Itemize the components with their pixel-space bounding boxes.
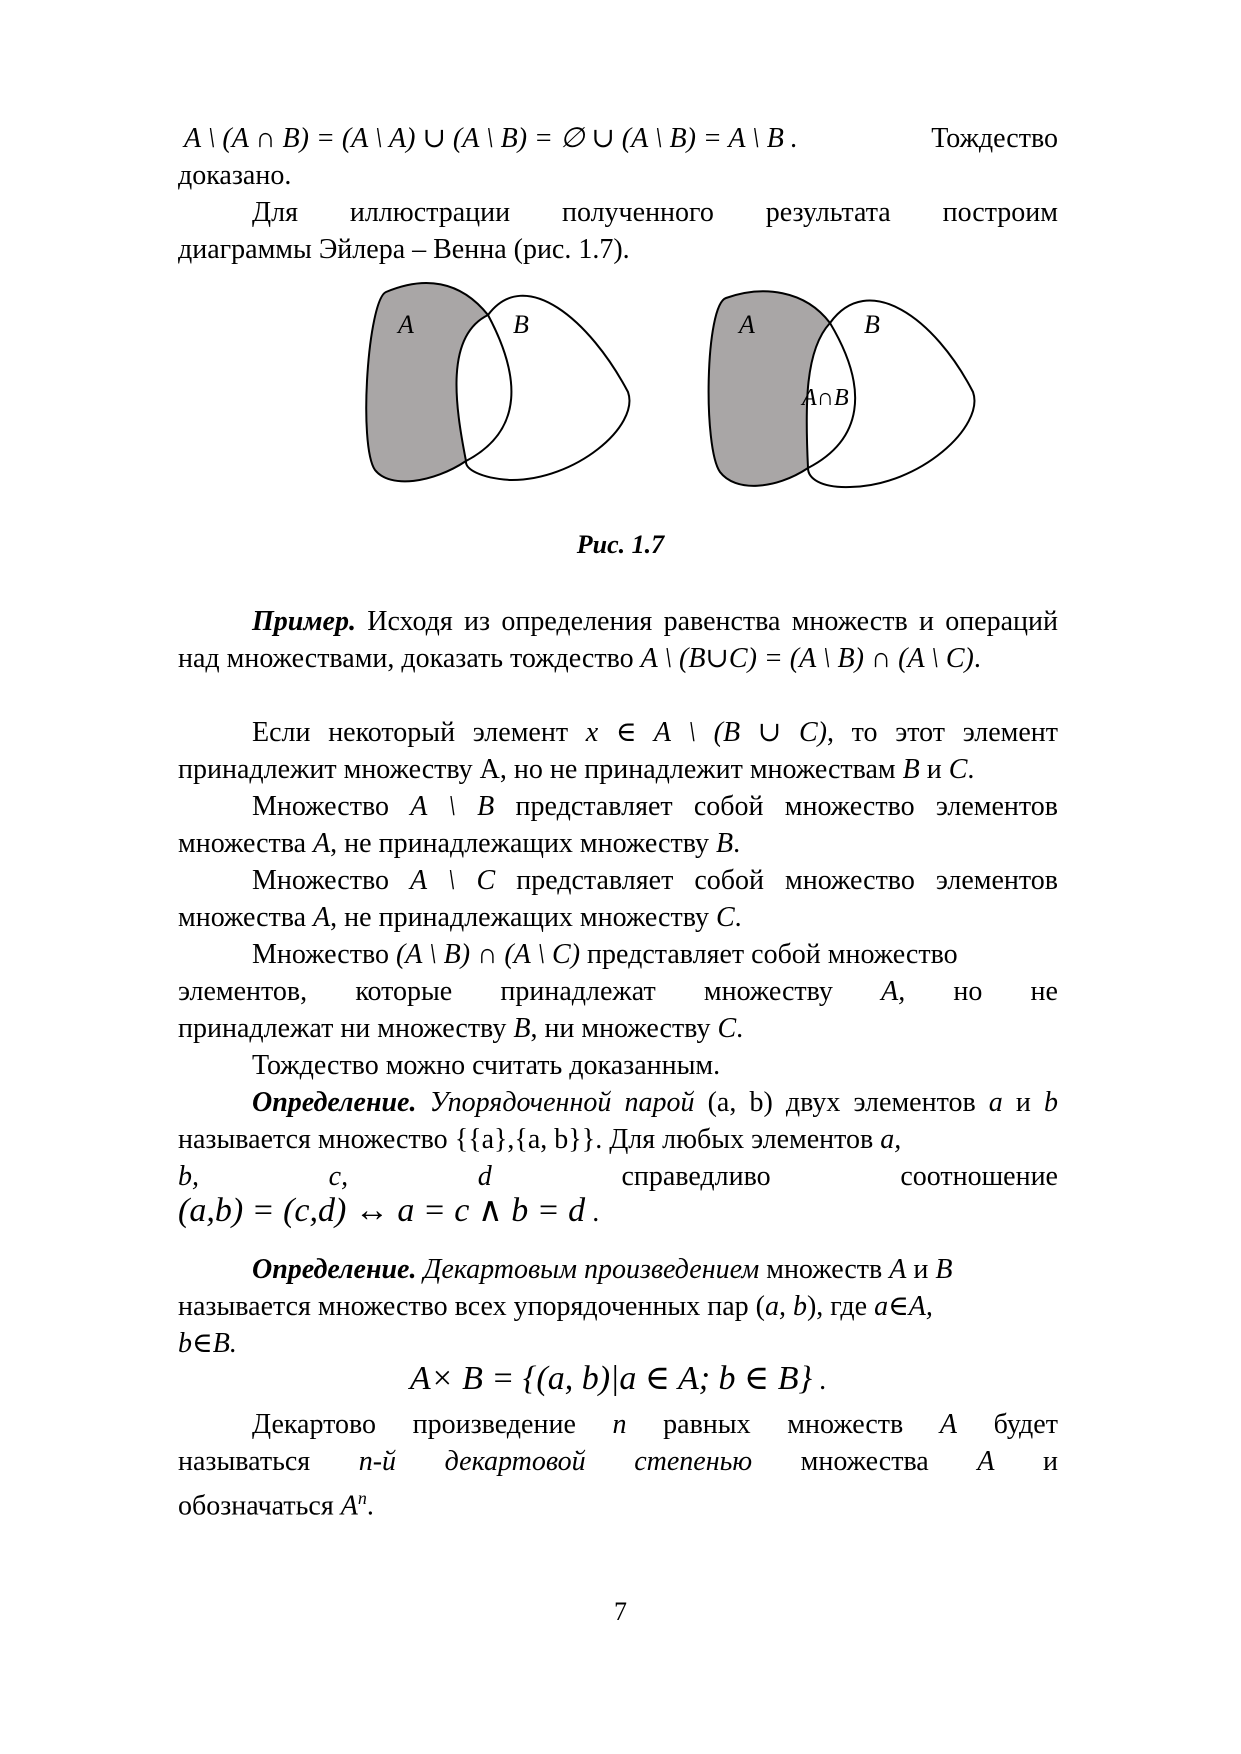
def1-word: соотношение bbox=[900, 1161, 1058, 1192]
p6-word: A bbox=[939, 1409, 957, 1440]
definition-2-line-3 bbox=[178, 1325, 1058, 1362]
definition-2-line-1 bbox=[252, 1251, 1132, 1288]
p6-word: декартовой bbox=[444, 1446, 586, 1477]
def2-b: B bbox=[935, 1254, 953, 1285]
p6-word: равных bbox=[663, 1409, 751, 1440]
p3-end: . bbox=[734, 902, 742, 933]
p6-end: . bbox=[366, 1490, 374, 1522]
p6-word: n-й bbox=[358, 1446, 397, 1477]
definition-1 bbox=[178, 1084, 1058, 1158]
def1-text-d: . Для любых элементов bbox=[595, 1124, 881, 1155]
identity-word: Тождество bbox=[931, 123, 1058, 154]
venn-figure bbox=[0, 0, 1241, 520]
def1-formula: (a,b) = (c,d) ↔ a = c ∧ b = d bbox=[178, 1192, 586, 1229]
definition-1-line-3 bbox=[178, 1158, 1058, 1195]
p4-word: A, bbox=[881, 976, 906, 1007]
p2-text-b: представляет собой множество элементов множества bbox=[178, 791, 1058, 859]
definition-2-line-2 bbox=[178, 1288, 1058, 1325]
venn-left-label-b: B bbox=[513, 310, 529, 339]
def1-word: c, bbox=[328, 1161, 349, 1192]
p2-b: B bbox=[715, 828, 734, 859]
p6-word: n bbox=[612, 1409, 627, 1440]
def1-text-c: называется множество bbox=[178, 1124, 455, 1155]
def2-and: и bbox=[906, 1254, 936, 1285]
def1-term: Упорядоченной парой bbox=[416, 1087, 695, 1118]
p1-formula: x ∈ A \ (B ∪ C) bbox=[585, 717, 827, 748]
p4-b: B bbox=[513, 1013, 531, 1044]
p3-text-a: Множество bbox=[252, 865, 411, 896]
venn-right bbox=[709, 291, 975, 487]
p4-word: которые bbox=[355, 976, 453, 1007]
p6-power-exponent: n bbox=[357, 1488, 367, 1508]
def1-a: a bbox=[988, 1087, 1003, 1118]
def1-text-a: двух элементов bbox=[772, 1087, 989, 1118]
def2-term: Декартовым произведением bbox=[416, 1254, 760, 1285]
example-paragraph bbox=[178, 603, 1058, 677]
p4-line3-b: , ни множеству bbox=[530, 1013, 718, 1044]
def1-pair: (a, b) bbox=[694, 1087, 773, 1118]
p2-text-a: Множество bbox=[252, 791, 411, 822]
def2-title: Определение. bbox=[252, 1254, 417, 1285]
p1-and: и bbox=[919, 754, 949, 785]
p6-word: будет bbox=[993, 1409, 1058, 1440]
paragraph-6-line-2 bbox=[178, 1443, 1058, 1480]
p4-word: не bbox=[1030, 976, 1058, 1007]
p4-word: элементов, bbox=[178, 976, 308, 1007]
intro-line-2: диаграммы Эйлера – Венна (рис. 1.7). bbox=[178, 234, 630, 265]
p4-end: . bbox=[736, 1013, 744, 1044]
def1-a2: a, bbox=[880, 1124, 902, 1155]
p1-b: B bbox=[902, 754, 920, 785]
p6-word: называться bbox=[178, 1446, 311, 1477]
def2-cond-a: a∈А, bbox=[874, 1291, 933, 1322]
def1-set: {{a},{a, b}} bbox=[454, 1124, 596, 1155]
def1-dot: . bbox=[592, 1197, 600, 1228]
proved-line: доказано. bbox=[178, 160, 292, 191]
venn-right-label-intersection: A∩B bbox=[802, 385, 849, 411]
paragraph-1 bbox=[178, 714, 1058, 788]
intro-word: Для bbox=[252, 197, 298, 228]
example-title: Пример. bbox=[252, 606, 356, 637]
p4-formula: (A \ B) ∩ (A \ C) bbox=[395, 939, 581, 970]
p6-word: множеств bbox=[787, 1409, 904, 1440]
p6-word: и bbox=[1043, 1446, 1058, 1477]
top-formula: A \ (A ∩ B) = (A \ A) ∪ (A \ B) = ∅ ∪ (A \ B) = A \ B . bbox=[184, 123, 798, 154]
def1-word: справедливо bbox=[621, 1161, 771, 1192]
paragraph-2 bbox=[178, 788, 1058, 862]
p4-text-a: Множество bbox=[252, 939, 396, 970]
definition-2-formula-line bbox=[178, 1360, 1058, 1399]
venn-left-a-minus-b bbox=[366, 283, 488, 481]
page-number: 7 bbox=[614, 1597, 627, 1626]
p3-text-c: , не принадлежащих множеству bbox=[330, 902, 716, 933]
def2-line2: называется множество всех упорядоченных пар ( bbox=[178, 1291, 765, 1322]
def2-a: A bbox=[889, 1254, 907, 1285]
def1-title: Определение. bbox=[252, 1087, 417, 1118]
intro-word: построим bbox=[942, 197, 1058, 228]
intro-word: полученного bbox=[561, 197, 714, 228]
p6-line3: обозначаться bbox=[178, 1490, 341, 1522]
p3-text-b: представляет собой множество элементов множества bbox=[178, 865, 1059, 933]
def2-pair: a, b bbox=[764, 1291, 807, 1322]
venn-left-label-a: A bbox=[398, 310, 414, 339]
def2-dot: . bbox=[819, 1365, 827, 1396]
venn-left-set-b bbox=[456, 296, 629, 480]
p2-a: A bbox=[313, 828, 331, 859]
p3-a: A bbox=[313, 902, 331, 933]
p1-text-a: Если некоторый элемент bbox=[252, 717, 586, 748]
paragraph-4-line-1 bbox=[252, 936, 1058, 973]
example-formula: A \ (B∪C) = (A \ B) ∩ (A \ C) bbox=[640, 643, 974, 674]
def2-cond-b: b∈B. bbox=[178, 1328, 237, 1359]
venn-left bbox=[366, 283, 629, 481]
p6-power-base: A bbox=[340, 1490, 358, 1522]
def1-word: d bbox=[477, 1161, 492, 1192]
p1-text-b: , то этот элемент принадлежит множеству А, но не принадлежит множествам bbox=[178, 717, 1058, 785]
example-text: Исходя из определения равенства множеств и операций над множествами, доказать тождество bbox=[178, 606, 1058, 674]
p6-word: Декартово bbox=[252, 1409, 377, 1440]
def2-text-a: множеств bbox=[759, 1254, 890, 1285]
paragraph-4-line-3 bbox=[178, 1010, 1058, 1047]
p4-word: принадлежат bbox=[500, 976, 656, 1007]
p6-word: произведение bbox=[412, 1409, 576, 1440]
def1-word: b, bbox=[178, 1161, 199, 1192]
p3-c: C bbox=[715, 902, 735, 933]
figure-caption: Рис. 1.7 bbox=[576, 530, 665, 559]
p6-word: множества bbox=[800, 1446, 929, 1477]
p2-text-c: , не принадлежащих множеству bbox=[330, 828, 716, 859]
p2-formula: A \ B bbox=[410, 791, 495, 822]
def2-formula: A× B = {(a, b)|a ∈ A; b ∈ B} bbox=[409, 1360, 813, 1397]
p4-c: C bbox=[717, 1013, 737, 1044]
definition-1-formula-line bbox=[178, 1192, 1058, 1231]
p4-word: но bbox=[953, 976, 983, 1007]
venn-right-label-b: B bbox=[864, 310, 880, 339]
venn-right-label-a: A bbox=[739, 310, 755, 339]
p4-line3-a: принадлежат ни множеству bbox=[178, 1013, 514, 1044]
def1-b: b bbox=[1044, 1087, 1059, 1118]
p1-c: C bbox=[948, 754, 968, 785]
p6-word: степенью bbox=[634, 1446, 753, 1477]
paragraph-5: Тождество можно считать доказанным. bbox=[252, 1050, 721, 1081]
paragraph-6-line-3 bbox=[178, 1480, 1058, 1524]
example-end: . bbox=[973, 643, 981, 674]
p4-text-b: представляет собой множество bbox=[580, 939, 958, 970]
paragraph-3 bbox=[178, 862, 1058, 936]
p3-formula: A \ C bbox=[410, 865, 496, 896]
p4-word: множеству bbox=[703, 976, 833, 1007]
p2-end: . bbox=[733, 828, 741, 859]
paragraph-6-line-1 bbox=[252, 1406, 1058, 1443]
intro-word: иллюстрации bbox=[349, 197, 511, 228]
paragraph-4-line-2 bbox=[178, 973, 1058, 1010]
def2-line2-b: ), где bbox=[806, 1291, 875, 1322]
p6-word: A bbox=[977, 1446, 995, 1477]
intro-word: результата bbox=[765, 197, 891, 228]
def1-text-b: и bbox=[1015, 1087, 1045, 1118]
p1-end: . bbox=[967, 754, 975, 785]
